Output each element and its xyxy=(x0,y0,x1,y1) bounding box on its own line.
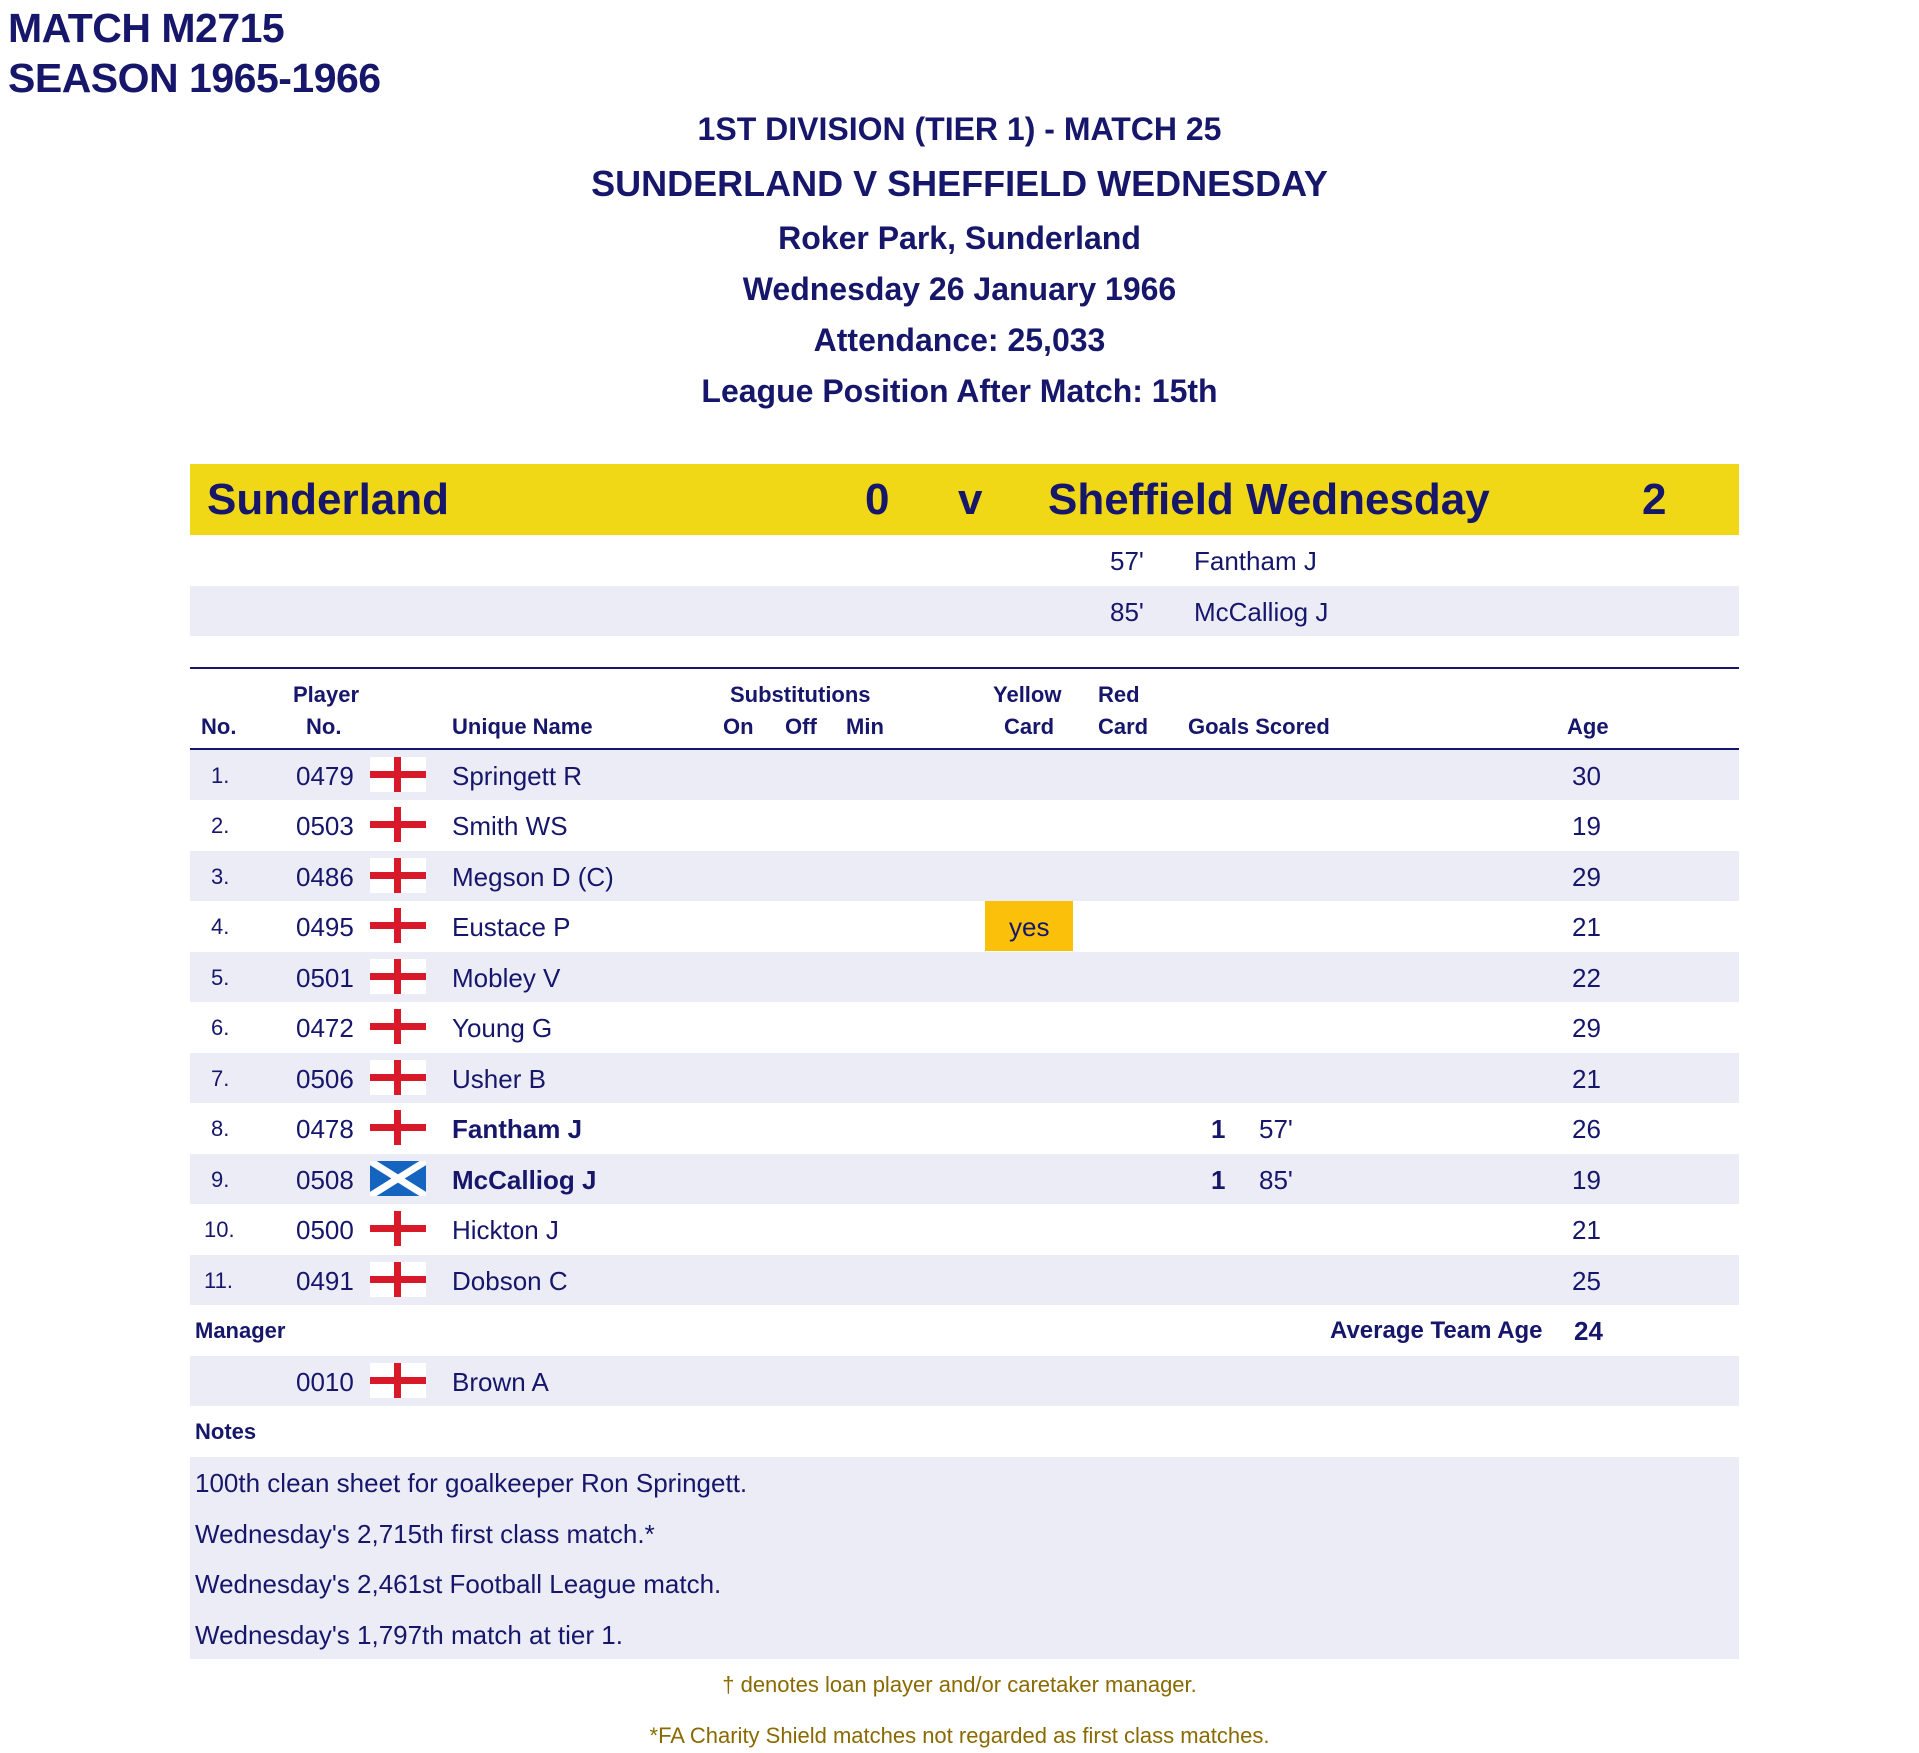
match-date: Wednesday 26 January 1966 xyxy=(742,271,1177,307)
col-goals-scored: Goals Scored xyxy=(1188,714,1330,739)
player-number: 0506 xyxy=(296,1064,354,1094)
table-row xyxy=(190,800,1739,850)
col-player-top: Player xyxy=(293,682,360,707)
note-item: Wednesday's 2,461st Football League match. xyxy=(195,1569,722,1599)
england-flag-icon xyxy=(370,858,426,893)
player-age: 21 xyxy=(1572,1064,1601,1094)
player-number: 0501 xyxy=(296,963,354,993)
versus-label: v xyxy=(958,475,983,524)
table-row xyxy=(190,952,1739,1002)
player-age: 29 xyxy=(1572,1013,1601,1043)
player-name: Young G xyxy=(452,1013,553,1043)
row-number: 10. xyxy=(204,1217,235,1242)
col-age: Age xyxy=(1567,714,1609,739)
row-number: 9. xyxy=(211,1167,230,1192)
manager-row xyxy=(190,1356,1739,1406)
col-red-bottom: Card xyxy=(1098,714,1149,739)
table-row xyxy=(190,1204,1739,1254)
table-row xyxy=(190,851,1739,901)
player-number: 0503 xyxy=(296,811,354,841)
player-age: 25 xyxy=(1572,1266,1601,1296)
average-age-value: 24 xyxy=(1574,1316,1603,1346)
scotland-flag-icon xyxy=(370,1161,426,1196)
player-age: 26 xyxy=(1572,1114,1601,1144)
scorer-row xyxy=(190,586,1739,636)
header-top-rule xyxy=(190,667,1739,669)
table-row xyxy=(190,1103,1739,1153)
goals-count: 1 xyxy=(1211,1165,1226,1195)
player-number: 0479 xyxy=(296,761,354,791)
england-flag-icon xyxy=(370,959,426,994)
player-age: 22 xyxy=(1572,963,1601,993)
player-name: Hickton J xyxy=(452,1215,559,1245)
scorer-minute: 85' xyxy=(1110,597,1144,627)
england-flag-icon xyxy=(370,908,426,943)
england-flag-icon xyxy=(370,757,426,792)
notes-label: Notes xyxy=(195,1419,257,1444)
home-score: 0 xyxy=(865,475,890,524)
row-number: 11. xyxy=(204,1268,233,1293)
table-row xyxy=(190,1255,1739,1305)
player-age: 29 xyxy=(1572,862,1601,892)
row-number: 8. xyxy=(211,1116,230,1141)
player-age: 21 xyxy=(1572,912,1601,942)
manager-label: Manager xyxy=(195,1318,286,1343)
row-number: 2. xyxy=(211,813,230,838)
table-row xyxy=(190,1154,1739,1204)
manager-number: 0010 xyxy=(296,1367,354,1397)
note-item: 100th clean sheet for goalkeeper Ron Springett. xyxy=(195,1468,748,1498)
england-flag-icon xyxy=(370,1060,426,1095)
col-no: No. xyxy=(201,714,237,739)
note-item: Wednesday's 1,797th match at tier 1. xyxy=(195,1620,623,1650)
player-number: 0486 xyxy=(296,862,354,892)
england-flag-icon xyxy=(370,1110,426,1145)
player-number: 0495 xyxy=(296,912,354,942)
col-yellow-top: Yellow xyxy=(993,682,1062,707)
attendance: Attendance: 25,033 xyxy=(813,322,1106,358)
col-sub-min: Min xyxy=(846,714,884,739)
manager-name: Brown A xyxy=(452,1367,549,1397)
notes-header-row xyxy=(190,1406,1739,1456)
goal-minute: 85' xyxy=(1259,1165,1293,1195)
match-id: MATCH M2715 xyxy=(8,5,285,51)
row-number: 7. xyxy=(211,1066,230,1091)
player-number: 0472 xyxy=(296,1013,354,1043)
player-number: 0508 xyxy=(296,1165,354,1195)
player-age: 19 xyxy=(1572,811,1601,841)
away-team: Sheffield Wednesday xyxy=(1048,475,1490,524)
col-player-bottom: No. xyxy=(306,714,342,739)
player-name: Smith WS xyxy=(452,811,568,841)
player-age: 19 xyxy=(1572,1165,1601,1195)
away-score: 2 xyxy=(1642,475,1667,524)
row-number: 4. xyxy=(211,914,230,939)
season-label: SEASON 1965-1966 xyxy=(8,55,381,101)
score-bar xyxy=(190,464,1739,535)
player-name: Eustace P xyxy=(452,912,571,942)
table-row xyxy=(190,1002,1739,1052)
row-number: 1. xyxy=(211,763,230,788)
player-name: McCalliog J xyxy=(452,1165,597,1195)
row-number: 5. xyxy=(211,965,230,990)
player-name: Springett R xyxy=(452,761,583,791)
england-flag-icon xyxy=(370,1009,426,1044)
competition-title: 1ST DIVISION (TIER 1) - MATCH 25 xyxy=(697,111,1222,147)
row-number: 3. xyxy=(211,864,230,889)
england-flag-icon xyxy=(370,1262,426,1297)
player-number: 0478 xyxy=(296,1114,354,1144)
col-yellow-bottom: Card xyxy=(1004,714,1055,739)
player-name: Megson D (C) xyxy=(452,862,614,892)
player-age: 21 xyxy=(1572,1215,1601,1245)
footnote-loan: † denotes loan player and/or caretaker manager. xyxy=(722,1672,1197,1697)
player-age: 30 xyxy=(1572,761,1601,791)
note-item: Wednesday's 2,715th first class match.* xyxy=(195,1519,655,1549)
table-row xyxy=(190,750,1739,800)
player-name: Mobley V xyxy=(452,963,561,993)
england-flag-icon xyxy=(370,1211,426,1246)
player-name: Fantham J xyxy=(452,1114,583,1144)
fixture-title: SUNDERLAND V SHEFFIELD WEDNESDAY xyxy=(591,163,1328,204)
goal-minute: 57' xyxy=(1259,1114,1293,1144)
manager-header-row xyxy=(190,1305,1739,1355)
yellow-card-value: yes xyxy=(1009,912,1050,942)
col-sub-on: On xyxy=(723,714,754,739)
england-flag-icon xyxy=(370,807,426,842)
venue: Roker Park, Sunderland xyxy=(778,220,1141,256)
yellow-card-badge xyxy=(985,901,1073,951)
england-flag-icon xyxy=(370,1363,426,1398)
col-sub-off: Off xyxy=(785,714,817,739)
player-number: 0500 xyxy=(296,1215,354,1245)
table-row xyxy=(190,1053,1739,1103)
scorer-name: Fantham J xyxy=(1194,546,1317,576)
league-position: League Position After Match: 15th xyxy=(701,373,1218,409)
average-age-label: Average Team Age xyxy=(1330,1317,1543,1344)
row-number: 6. xyxy=(211,1015,230,1040)
scorer-row xyxy=(190,535,1739,585)
col-unique-name: Unique Name xyxy=(452,714,593,739)
col-substitutions: Substitutions xyxy=(730,682,871,707)
footnote-charity-shield: *FA Charity Shield matches not regarded as first class matches. xyxy=(649,1723,1270,1748)
table-row xyxy=(190,901,1739,951)
player-name: Usher B xyxy=(452,1064,546,1094)
scorer-minute: 57' xyxy=(1110,546,1144,576)
goals-count: 1 xyxy=(1211,1114,1226,1144)
player-number: 0491 xyxy=(296,1266,354,1296)
col-red-top: Red xyxy=(1098,682,1140,707)
player-name: Dobson C xyxy=(452,1266,568,1296)
scorer-name: McCalliog J xyxy=(1194,597,1329,627)
home-team: Sunderland xyxy=(207,475,450,524)
